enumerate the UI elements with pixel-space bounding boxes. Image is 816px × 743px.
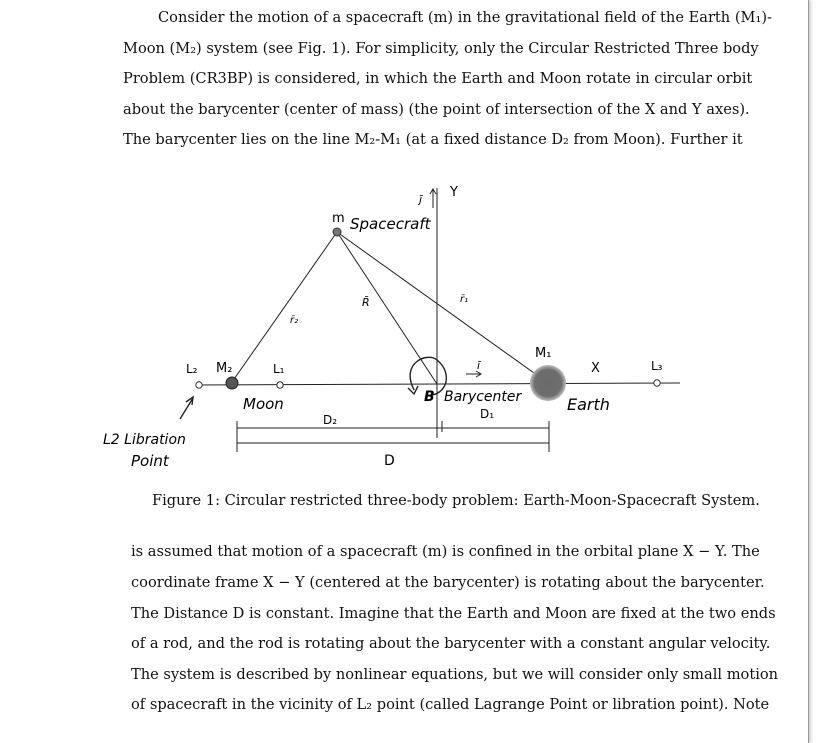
m-label: m [332,211,345,226]
paragraph-bottom-line-4: of a rod, and the rod is rotating about the barycenter with a constant angular velocity. [131,635,771,652]
r2-label: r̄₂ [290,315,299,326]
R-line [337,232,437,384]
i-vector-label: ī [477,359,481,372]
figure-caption: Figure 1: Circular restricted three-body problem: Earth-Moon-Spacecraft System. [152,492,760,509]
l2-libration-label-line1: L2 Libration [103,432,186,448]
l1-point [277,382,283,388]
d-label: D [384,453,395,469]
l2-point [196,382,202,388]
d2-label: D₂ [323,413,338,427]
x-axis-label: X [591,361,600,376]
d1-label: D₁ [480,407,495,421]
l2-label: L₂ [186,362,198,376]
paragraph-top-line-3: Problem (CR3BP) is considered, in which the Earth and Moon rotate in circular orbit [123,70,753,87]
j-vector-label: j̄ [419,193,423,206]
moon-body [226,377,238,389]
x-axis-line [196,383,680,385]
paragraph-bottom-line-6: of spacecraft in the vicinity of L₂ point (called Lagrange Point or libration point). Note [131,696,770,713]
paragraph-bottom-line-2: coordinate frame X − Y (centered at the barycenter) is rotating about the barycenter. [131,574,765,591]
paragraph-top-line-1: Consider the motion of a spacecraft (m) in the gravitational field of the Earth (M₁)- [158,9,772,26]
r2-line [232,232,337,382]
paragraph-bottom-line-5: The system is described by nonlinear equations, but we will consider only small motion [131,666,779,683]
paragraph-top-line-5: The barycenter lies on the line M₂-M₁ (at a fixed distance D₂ from Moon). Further it [123,131,743,148]
r1-label: r̄₁ [460,294,469,305]
spacecraft-label: Spacecraft [350,215,431,233]
barycenter-b-label: B [424,389,435,405]
l3-point [654,380,660,386]
paragraph-bottom-line-1: is assumed that motion of a spacecraft (m) is confined in the orbital plane X − Y. The [131,543,760,560]
barycenter-label: Barycenter [444,389,522,405]
y-axis-label: Y [450,185,458,200]
R-label: R̄ [362,296,370,309]
l3-label: L₃ [651,359,663,373]
earth-label: Earth [567,395,610,414]
l1-label: L₁ [273,362,285,376]
paragraph-top-line-4: about the barycenter (center of mass) (the point of intersection of the X and Y axes). [123,101,750,118]
moon-label: Moon [243,395,284,413]
earth-body [530,365,566,401]
m2-label: M₂ [216,361,233,376]
paragraph-bottom-line-3: The Distance D is constant. Imagine that the Earth and Moon are fixed at the two ends [131,605,776,622]
spacecraft-dot [333,228,341,236]
l2-libration-label-line2: Point [131,452,169,470]
m1-label: M₁ [535,346,552,361]
paragraph-top-line-2: Moon (M₂) system (see Fig. 1). For simplicity, only the Circular Restricted Three body [123,40,759,57]
